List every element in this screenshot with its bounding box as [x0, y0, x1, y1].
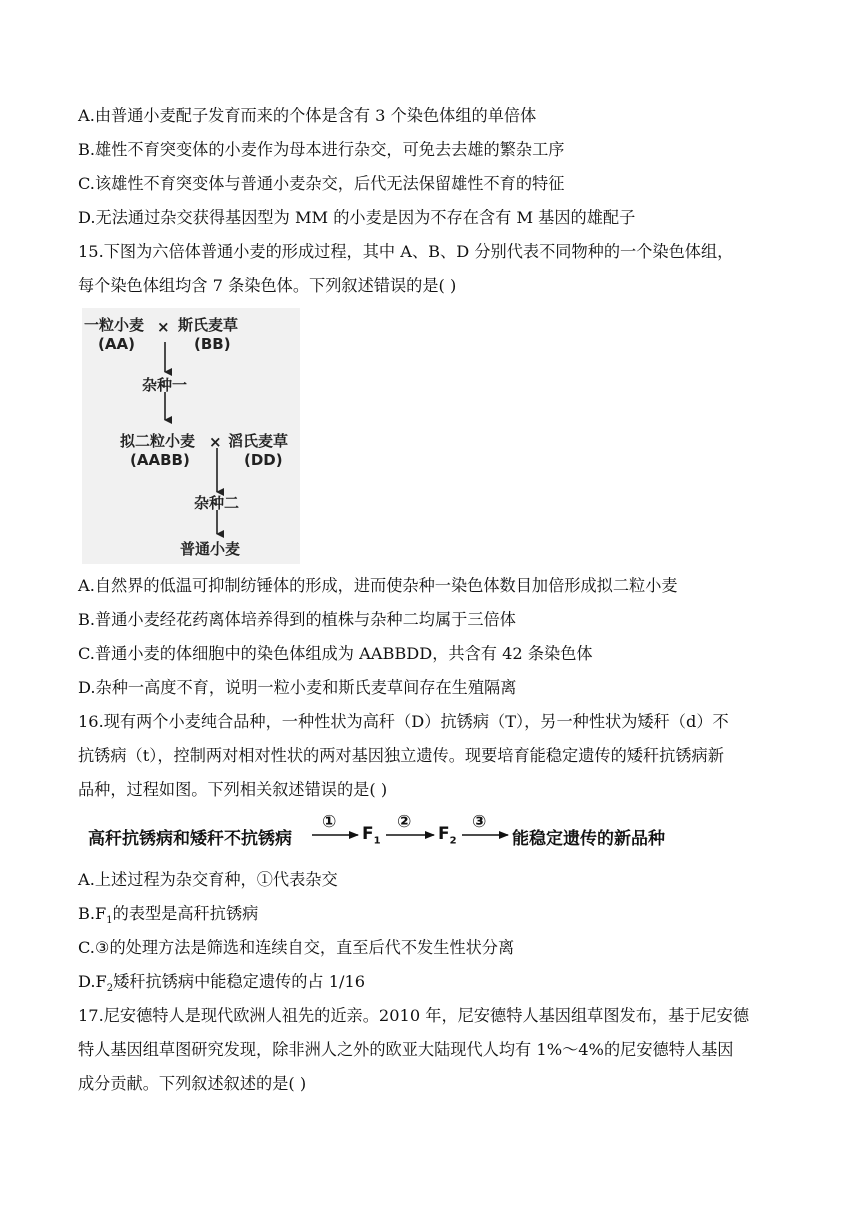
q16-option-d-prefix: D.F	[78, 972, 107, 991]
q16-option-b-subscript: 1	[106, 915, 113, 927]
q16-stem-line3: 品种，过程如图。下列相关叙述错误的是( )	[78, 780, 388, 799]
step2-marker: ②	[397, 812, 412, 832]
f2-subscript: 2	[449, 835, 457, 847]
q14-option-c: C.该雄性不育突变体与普通小麦杂交，后代无法保留雄性不育的特征	[78, 174, 565, 193]
q15-option-a: A.自然界的低温可抑制纺锤体的形成，进而使杂种一染色体数目加倍形成拟二粒小麦	[78, 576, 678, 595]
wheat-formation-diagram	[82, 308, 300, 564]
parent2-genome: (BB)	[194, 335, 231, 353]
q17-stem-line2: 特人基因组草图研究发现，除非洲人之外的欧亚大陆现代人均有 1%～4%的尼安德特人基因	[78, 1040, 734, 1059]
q16-stem-line2: 抗锈病（t），控制两对相对性状的两对基因独立遗传。现要培育能稳定遗传的矮秆抗锈病新	[78, 746, 724, 765]
parent1-name: 一粒小麦	[84, 316, 145, 334]
q16-option-a: A.上述过程为杂交育种，①代表杂交	[78, 870, 338, 889]
parent1-genome: (AA)	[98, 335, 135, 353]
f1-subscript: 1	[373, 835, 381, 847]
q15-option-c: C.普通小麦的体细胞中的染色体组成为 AABBDD，共含有 42 条染色体	[78, 644, 593, 663]
f2-letter: F	[438, 824, 450, 844]
q15-stem-line2: 每个染色体组均含 7 条染色体。下列叙述错误的是( )	[78, 276, 457, 295]
parent4-name: 滔氏麦草	[228, 432, 289, 450]
hybrid2-label: 杂种二	[194, 494, 240, 512]
q14-option-b: B.雄性不育突变体的小麦作为母本进行杂交，可免去去雄的繁杂工序	[78, 140, 565, 159]
end-product: 能稳定遗传的新品种	[512, 829, 665, 849]
common-wheat-label: 普通小麦	[180, 540, 241, 558]
q16-option-d-subscript: 2	[106, 983, 114, 995]
q17-stem-line1: 17.尼安德特人是现代欧洲人祖先的近亲。2010 年，尼安德特人基因组草图发布，基于尼安德	[78, 1006, 750, 1025]
f1-letter: F	[362, 824, 374, 844]
q15-stem-line1: 15.下图为六倍体普通小麦的形成过程，其中 A、B、D 分别代表不同物种的一个染色体组，	[78, 242, 734, 261]
q15-option-b: B.普通小麦经花药离体培养得到的植株与杂种二均属于三倍体	[78, 610, 516, 629]
parent2-name: 斯氏麦草	[178, 316, 239, 334]
q16-option-d-text: 矮秆抗锈病中能稳定遗传的占 1/16	[113, 972, 366, 991]
q16-stem-line1: 16.现有两个小麦纯合品种，一种性状为高秆（D）抗锈病（T），另一种性状为矮秆（d）不	[78, 712, 729, 731]
q16-option-c: C.③的处理方法是筛选和连续自交，直至后代不发生性状分离	[78, 938, 515, 957]
q16-option-b-prefix: B.F	[78, 904, 107, 923]
parent4-genome: (DD)	[244, 451, 283, 469]
parent3-genome: (AABB)	[130, 451, 190, 469]
q14-option-d: D.无法通过杂交获得基因型为 MM 的小麦是因为不存在含有 M 基因的雄配子	[78, 208, 636, 227]
q16-option-d	[78, 972, 365, 999]
q14-option-a: A.由普通小麦配子发育而来的个体是含有 3 个染色体组的单倍体	[78, 106, 537, 125]
breeding-process-diagram	[88, 812, 688, 852]
f1-label	[362, 824, 381, 846]
f2-label	[438, 824, 457, 846]
q16-option-b-text: 的表型是高秆抗锈病	[112, 904, 259, 923]
start-parents: 高秆抗锈病和矮秆不抗锈病	[88, 829, 292, 849]
step3-marker: ③	[472, 812, 487, 832]
q15-option-d: D.杂种一高度不育，说明一粒小麦和斯氏麦草间存在生殖隔离	[78, 678, 517, 697]
hybrid1-label: 杂种一	[142, 376, 188, 394]
q16-option-b	[78, 904, 258, 931]
q17-stem-line3: 成分贡献。下列叙述叙述的是( )	[78, 1074, 307, 1093]
step1-marker: ①	[322, 812, 337, 832]
cross-symbol-1: ×	[157, 318, 170, 336]
parent3-name: 拟二粒小麦	[120, 432, 196, 450]
cross-symbol-2: ×	[209, 433, 222, 451]
